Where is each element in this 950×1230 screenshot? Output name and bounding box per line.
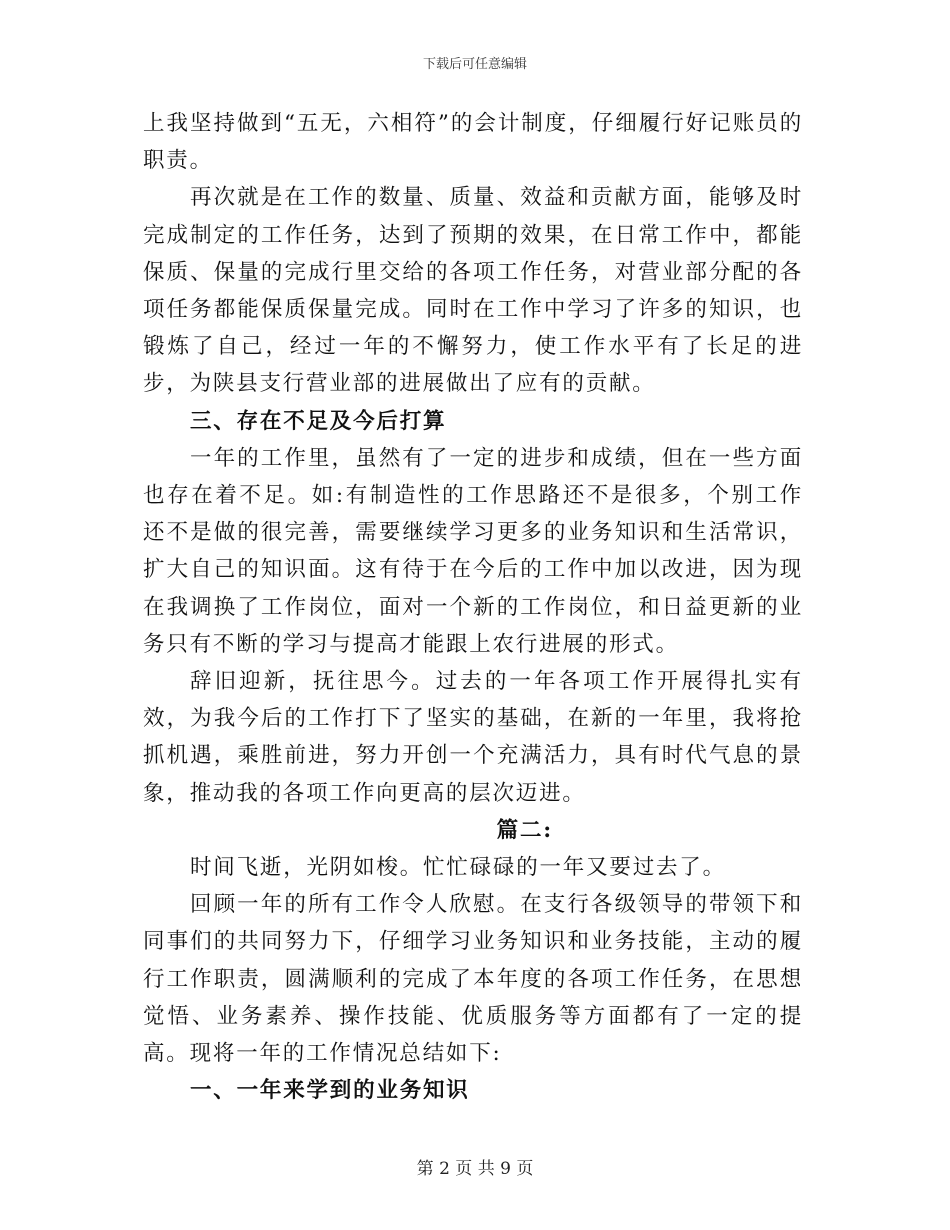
section-heading-shortcomings: 三、存在不足及今后打算 — [190, 408, 447, 434]
page-footer: 第 2 页 共 9 页 — [416, 1159, 534, 1179]
paragraph-work-performance: 再次就是在工作的数量、质量、效益和贡献方面，能够及时完成制定的工作任务，达到了预期的效果，在日常工作中，都能保质、保量的完成行里交给的各项工作任务，对营业部分配的各项任务都能保质保量完成。同时在工作中学习了许多的知识，也锻炼了自己，经过一年的不懈努力，使工作水平有了长足的进步，为陕县支行营业部的进展做出了应有的贡献。 — [143, 185, 803, 397]
paragraph-continuation: 上我坚持做到“五无，六相符”的会计制度，仔细履行好记账员的职责。 — [143, 111, 803, 174]
section-heading-knowledge: 一、一年来学到的业务知识 — [190, 1078, 470, 1104]
part-two-title: 篇二: — [496, 817, 553, 843]
paragraph-conclusion: 辞旧迎新，抚往思今。过去的一年各项工作开展得扎实有效，为我今后的工作打下了坚实的基础，在新的一年里，我将抢抓机遇，乘胜前进，努力开创一个充满活力，具有时代气息的景象，推动我的各项工作向更高的层次迈进。 — [143, 669, 803, 806]
paragraph-time-flies: 时间飞逝，光阴如梭。忙忙碌碌的一年又要过去了。 — [190, 855, 726, 881]
paragraph-review: 回顾一年的所有工作令人欣慰。在支行各级领导的带领下和同事们的共同努力下，仔细学习业务知识和业务技能，主动的履行工作职责，圆满顺利的完成了本年度的各项工作任务，在思想觉悟、业务素养、操作技能、优质服务等方面都有了一定的提高。现将一年的工作情况总结如下: — [143, 892, 803, 1067]
paragraph-shortcomings: 一年的工作里，虽然有了一定的进步和成绩，但在一些方面也存在着不足。如:有制造性的工作思路还不是很多，个别工作还不是做的很完善，需要继续学习更多的业务知识和生活常识，扩大自己的知识面。这有待于在今后的工作中加以改进，因为现在我调换了工作岗位，面对一个新的工作岗位，和日益更新的业务只有不断的学习与提高才能跟上农行进展的形式。 — [143, 445, 803, 657]
page-header: 下载后可任意编辑 — [422, 57, 527, 72]
document-body — [143, 105, 803, 1109]
